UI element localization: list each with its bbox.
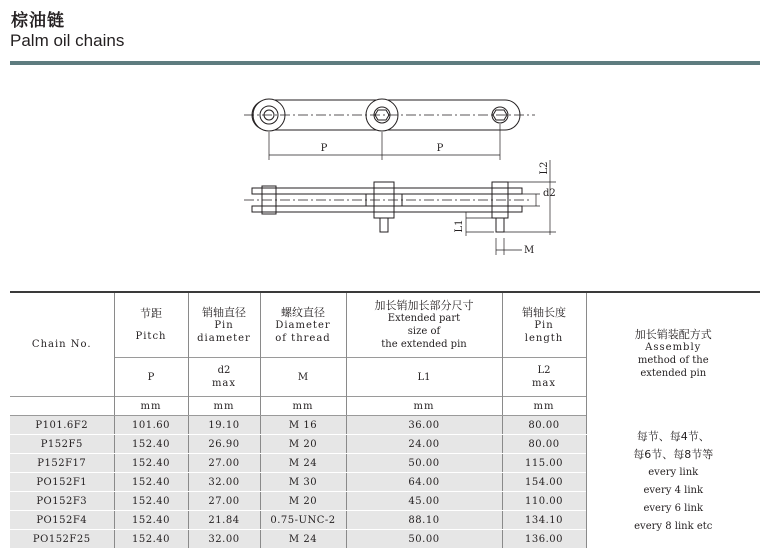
m-cell: M 16: [260, 416, 346, 435]
l1-label: L1: [454, 219, 465, 233]
d2-cell: 32.00: [188, 530, 260, 549]
l2-symbol: L2 max: [502, 358, 586, 397]
table-row: [10, 416, 760, 435]
m-cell: M 20: [260, 435, 346, 454]
pin-length-header: 销轴长度 Pin length: [502, 292, 586, 358]
pitch-cell: 101.60: [114, 416, 188, 435]
chain-no-cell: P101.6F2: [10, 416, 114, 435]
d2-label: d2: [543, 188, 556, 199]
chain-no-header: Chain No.: [10, 292, 114, 397]
m-unit: mm: [260, 397, 346, 416]
chain-no-cell: PO152F4: [10, 511, 114, 530]
m-label: M: [524, 245, 535, 256]
l1-cell: 64.00: [346, 473, 502, 492]
chain-no-cell: P152F17: [10, 454, 114, 473]
l2-cell: 115.00: [502, 454, 586, 473]
specification-table: [10, 291, 760, 549]
d2-cell: 26.90: [188, 435, 260, 454]
chain-diagram: [240, 90, 560, 265]
m-cell: 0.75-UNC-2: [260, 511, 346, 530]
pitch-cell: 152.40: [114, 530, 188, 549]
d2-unit: mm: [188, 397, 260, 416]
pitch-symbol: P: [114, 358, 188, 397]
l2-label: L2: [539, 161, 550, 175]
d2-cell: 19.10: [188, 416, 260, 435]
l1-cell: 50.00: [346, 530, 502, 549]
d2-symbol: d2 max: [188, 358, 260, 397]
extended-part-header: 加长销加长部分尺寸 Extended part size of the extended pin: [346, 292, 502, 358]
d2-cell: 21.84: [188, 511, 260, 530]
chain-no-cell: PO152F1: [10, 473, 114, 492]
l2-cell: 80.00: [502, 435, 586, 454]
m-cell: M 24: [260, 530, 346, 549]
threaded-extension: [380, 218, 388, 232]
l1-cell: 36.00: [346, 416, 502, 435]
assembly-method-cell: 每节、每4节、 每6节、每8节等 every link every 4 link every 6 link every 8 link etc: [586, 416, 760, 549]
l1-symbol: L1: [346, 358, 502, 397]
pitch-cell: 152.40: [114, 511, 188, 530]
side-plate-top: [252, 188, 522, 194]
l1-unit: mm: [346, 397, 502, 416]
chain-no-unit: [10, 397, 114, 416]
l2-cell: 80.00: [502, 416, 586, 435]
l1-cell: 45.00: [346, 492, 502, 511]
side-plate-bottom: [252, 206, 522, 212]
pitch-header: 节距 Pitch: [114, 292, 188, 358]
pitch-cell: 152.40: [114, 492, 188, 511]
chain-no-cell: P152F5: [10, 435, 114, 454]
l1-cell: 24.00: [346, 435, 502, 454]
d2-cell: 32.00: [188, 473, 260, 492]
pitch-label-right: P: [436, 143, 444, 154]
m-symbol: M: [260, 358, 346, 397]
pitch-cell: 152.40: [114, 473, 188, 492]
l2-cell: 154.00: [502, 473, 586, 492]
pitch-cell: 152.40: [114, 454, 188, 473]
l2-cell: 136.00: [502, 530, 586, 549]
d2-cell: 27.00: [188, 454, 260, 473]
l2-cell: 110.00: [502, 492, 586, 511]
page-title-english: Palm oil chains: [10, 31, 125, 50]
pitch-unit: mm: [114, 397, 188, 416]
m-cell: M 30: [260, 473, 346, 492]
l2-unit: mm: [502, 397, 586, 416]
pitch-cell: 152.40: [114, 435, 188, 454]
m-cell: M 24: [260, 454, 346, 473]
l1-cell: 50.00: [346, 454, 502, 473]
m-cell: M 20: [260, 492, 346, 511]
chain-no-cell: PO152F3: [10, 492, 114, 511]
l2-cell: 134.10: [502, 511, 586, 530]
pin-diameter-header: 销轴直径 Pin diameter: [188, 292, 260, 358]
thread-diameter-header: 螺纹直径 Diameter of thread: [260, 292, 346, 358]
assembly-method-header: 加长销装配方式 Assembly method of the extended pin: [586, 292, 760, 416]
d2-cell: 27.00: [188, 492, 260, 511]
l1-cell: 88.10: [346, 511, 502, 530]
page-title-chinese: 棕油链: [11, 11, 65, 31]
pitch-label-left: P: [320, 143, 328, 154]
chain-no-cell: PO152F25: [10, 530, 114, 549]
title-divider: [10, 61, 760, 65]
